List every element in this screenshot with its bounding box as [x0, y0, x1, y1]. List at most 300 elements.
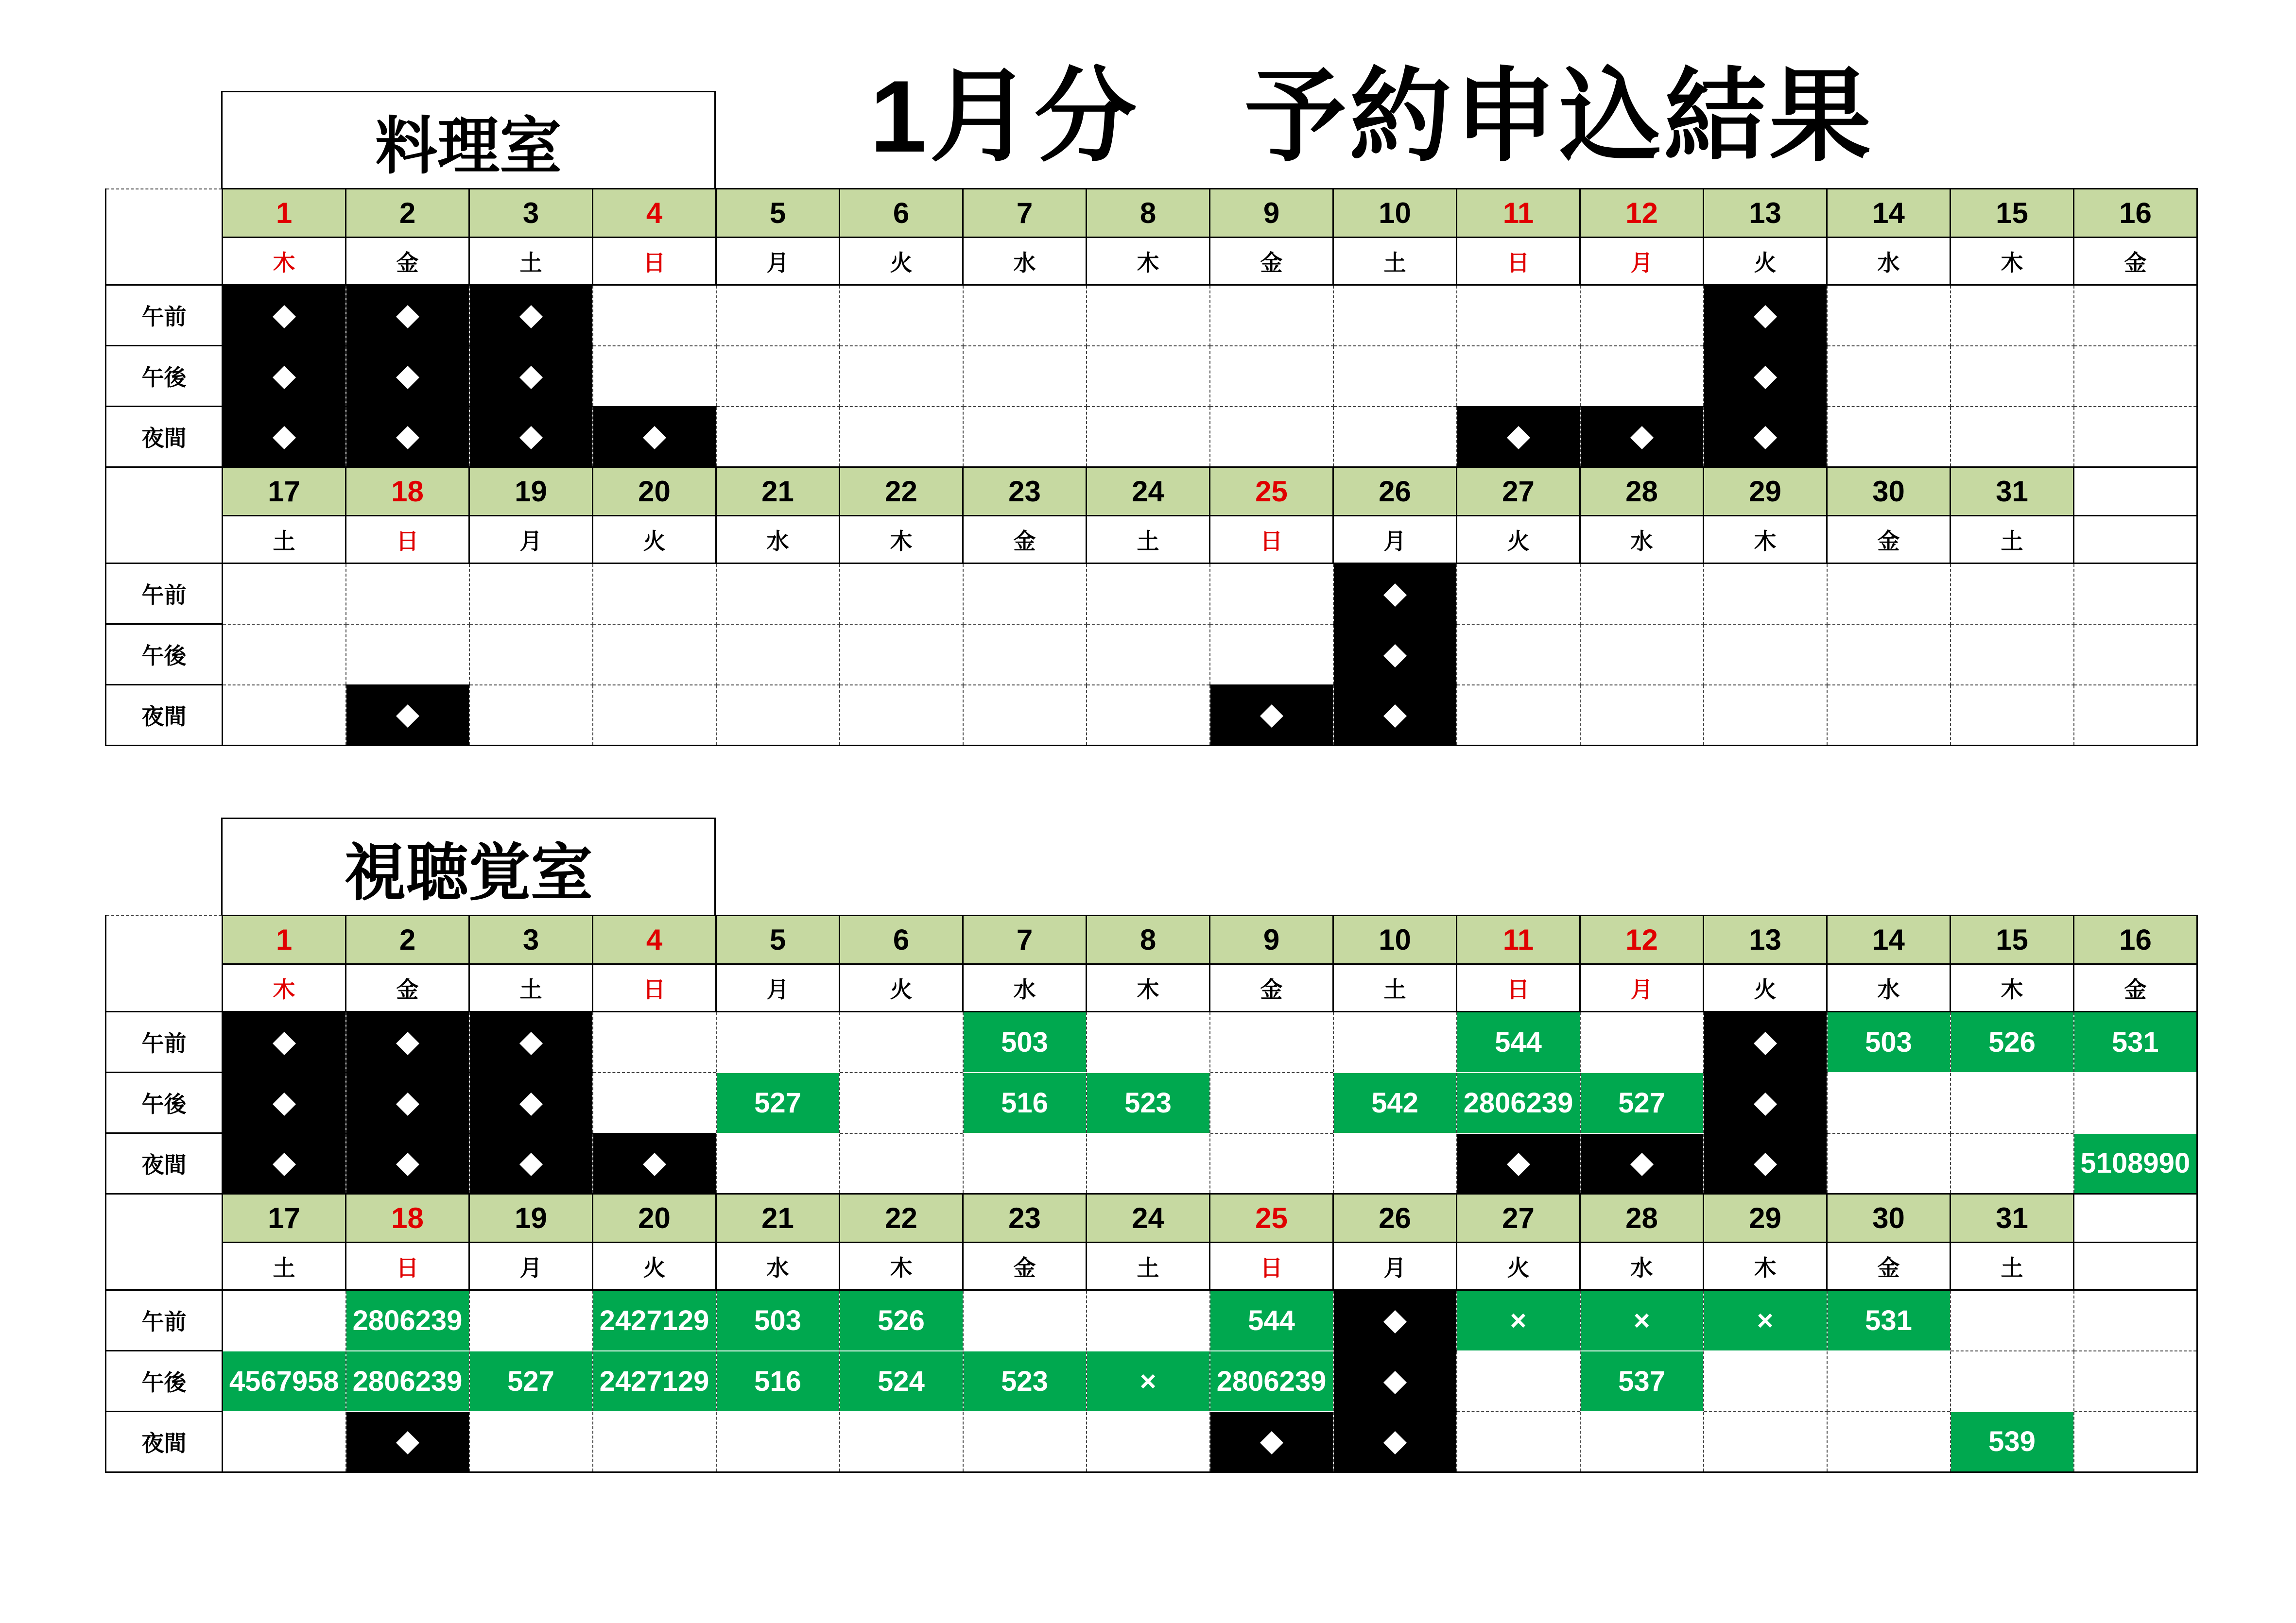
empty-cell — [716, 1133, 840, 1194]
reservation-cell — [223, 1351, 346, 1412]
empty-cell — [1333, 1012, 1457, 1073]
empty-cell — [1087, 1412, 1210, 1472]
reservation-cell — [593, 1351, 716, 1412]
empty-cell — [840, 285, 963, 346]
empty-cell — [1333, 1133, 1457, 1194]
empty-cell — [1210, 624, 1333, 685]
weekday-cell — [2074, 516, 2197, 564]
date-cell: 1 — [223, 189, 346, 238]
weekday-cell: 土 — [1087, 516, 1210, 564]
weekday-cell: 日 — [593, 238, 716, 285]
diamond-icon — [1506, 426, 1530, 449]
weekday-cell: 金 — [346, 964, 469, 1012]
reservation-number: 544 — [1248, 1304, 1295, 1336]
reservation-number: 526 — [1988, 1026, 2036, 1058]
closed-cell — [1704, 1012, 1827, 1073]
closed-cell — [1333, 1412, 1457, 1472]
empty-cell — [1827, 1412, 1951, 1472]
date-cell: 23 — [963, 467, 1087, 516]
empty-cell — [963, 1290, 1087, 1351]
reservation-number: 523 — [1124, 1087, 1172, 1119]
closed-cell — [1580, 1133, 1704, 1194]
weekday-cell: 木 — [1951, 964, 2074, 1012]
empty-cell — [1827, 346, 1951, 407]
empty-cell — [963, 624, 1087, 685]
reservation-number: 2806239 — [352, 1365, 463, 1397]
empty-cell — [1951, 685, 2074, 746]
empty-cell — [1827, 285, 1951, 346]
diamond-icon — [1630, 1153, 1653, 1176]
date-cell: 16 — [2074, 916, 2197, 964]
weekday-cell: 木 — [1951, 238, 2074, 285]
empty-cell — [1457, 685, 1580, 746]
empty-cell — [963, 346, 1087, 407]
closed-cell — [469, 1133, 593, 1194]
reservation-number: 2427129 — [599, 1304, 709, 1336]
weekday-cell: 木 — [1704, 516, 1827, 564]
empty-cell — [2074, 685, 2197, 746]
weekday-cell: 日 — [346, 1243, 469, 1290]
weekday-cell: 土 — [1951, 516, 2074, 564]
date-cell: 21 — [716, 1194, 840, 1243]
empty-cell — [1333, 407, 1457, 467]
closed-cell — [346, 1133, 469, 1194]
empty-cell — [2074, 285, 2197, 346]
empty-cell — [1087, 624, 1210, 685]
reservation-number: × — [1757, 1304, 1774, 1336]
diamond-icon — [396, 1431, 419, 1454]
reservation-number: 516 — [754, 1365, 801, 1397]
schedule-grid-cooking — [105, 188, 2198, 746]
empty-cell — [593, 1073, 716, 1133]
diamond-icon — [1383, 644, 1406, 667]
empty-cell — [1580, 624, 1704, 685]
empty-cell — [1580, 285, 1704, 346]
closed-cell — [1704, 285, 1827, 346]
slot-label: 夜間 — [106, 407, 223, 467]
empty-cell — [469, 1290, 593, 1351]
empty-cell — [716, 1412, 840, 1472]
diamond-icon — [273, 1153, 296, 1176]
weekday-cell: 金 — [1210, 238, 1333, 285]
date-cell: 19 — [469, 467, 593, 516]
empty-cell — [1704, 1351, 1827, 1412]
date-cell: 2 — [346, 916, 469, 964]
diamond-icon — [1383, 1310, 1406, 1333]
weekday-cell: 金 — [963, 1243, 1087, 1290]
empty-cell — [593, 1012, 716, 1073]
diamond-icon — [519, 1032, 542, 1055]
closed-cell — [1704, 1073, 1827, 1133]
empty-cell — [2074, 1073, 2197, 1133]
weekday-cell: 日 — [1210, 1243, 1333, 1290]
weekday-cell: 金 — [1210, 964, 1333, 1012]
empty-cell — [223, 685, 346, 746]
empty-cell — [469, 1412, 593, 1472]
closed-cell — [1333, 624, 1457, 685]
date-cell: 20 — [593, 1194, 716, 1243]
date-cell — [2074, 467, 2197, 516]
slot-label: 夜間 — [106, 685, 223, 746]
date-cell: 2 — [346, 189, 469, 238]
date-cell — [2074, 1194, 2197, 1243]
empty-cell — [1087, 1290, 1210, 1351]
reservation-number: 524 — [878, 1365, 925, 1397]
empty-cell — [2074, 346, 2197, 407]
reservation-number: 2806239 — [1216, 1365, 1327, 1397]
weekday-cell: 土 — [1951, 1243, 2074, 1290]
reservation-cell — [593, 1290, 716, 1351]
diamond-icon — [273, 365, 296, 389]
slot-label: 午後 — [106, 346, 223, 407]
empty-cell — [716, 624, 840, 685]
closed-cell — [469, 285, 593, 346]
reservation-number: 2427129 — [599, 1365, 709, 1397]
weekday-cell: 水 — [963, 238, 1087, 285]
empty-cell — [963, 1133, 1087, 1194]
empty-cell — [963, 407, 1087, 467]
closed-cell — [1457, 407, 1580, 467]
weekday-cell: 金 — [2074, 964, 2197, 1012]
empty-cell — [1951, 285, 2074, 346]
reservation-cell — [840, 1351, 963, 1412]
date-cell: 25 — [1210, 467, 1333, 516]
date-cell: 24 — [1087, 1194, 1210, 1243]
reservation-number: 526 — [878, 1304, 925, 1336]
closed-cell — [593, 1133, 716, 1194]
empty-cell — [963, 1412, 1087, 1472]
closed-cell — [223, 1133, 346, 1194]
reservation-number: 537 — [1618, 1365, 1665, 1397]
empty-cell — [840, 624, 963, 685]
reservation-cell — [1827, 1290, 1951, 1351]
empty-cell — [223, 1290, 346, 1351]
closed-cell — [346, 685, 469, 746]
weekday-cell: 月 — [1333, 516, 1457, 564]
diamond-icon — [396, 426, 419, 449]
empty-cell — [1087, 564, 1210, 624]
empty-cell — [1457, 1412, 1580, 1472]
date-cell: 31 — [1951, 467, 2074, 516]
reservation-cell — [1704, 1290, 1827, 1351]
schedule-grid-av — [105, 915, 2198, 1473]
reservation-cell — [1580, 1290, 1704, 1351]
closed-cell — [469, 1073, 593, 1133]
date-cell: 1 — [223, 916, 346, 964]
date-cell: 6 — [840, 189, 963, 238]
empty-cell — [1333, 346, 1457, 407]
date-cell: 12 — [1580, 916, 1704, 964]
empty-cell — [840, 346, 963, 407]
empty-cell — [593, 685, 716, 746]
empty-cell — [469, 685, 593, 746]
empty-cell — [469, 624, 593, 685]
empty-cell — [1457, 624, 1580, 685]
reservation-cell — [1457, 1012, 1580, 1073]
weekday-cell: 月 — [1333, 1243, 1457, 1290]
empty-cell — [2074, 624, 2197, 685]
reservation-number: 542 — [1371, 1087, 1418, 1119]
weekday-cell: 月 — [469, 1243, 593, 1290]
date-cell: 11 — [1457, 916, 1580, 964]
empty-cell — [716, 564, 840, 624]
weekday-cell: 金 — [2074, 238, 2197, 285]
date-cell: 20 — [593, 467, 716, 516]
date-cell: 7 — [963, 189, 1087, 238]
reservation-number: 539 — [1988, 1426, 2036, 1458]
closed-cell — [223, 1012, 346, 1073]
diamond-icon — [273, 1032, 296, 1055]
weekday-cell: 日 — [1210, 516, 1333, 564]
date-cell: 18 — [346, 467, 469, 516]
closed-cell — [223, 1073, 346, 1133]
reservation-cell — [1087, 1351, 1210, 1412]
empty-cell — [223, 1412, 346, 1472]
date-cell: 6 — [840, 916, 963, 964]
diamond-icon — [642, 1153, 666, 1176]
empty-cell — [1580, 564, 1704, 624]
slot-label: 夜間 — [106, 1412, 223, 1472]
slot-label: 午前 — [106, 564, 223, 624]
reservation-cell — [1210, 1290, 1333, 1351]
empty-cell — [1580, 685, 1704, 746]
weekday-cell — [2074, 1243, 2197, 1290]
slot-label: 夜間 — [106, 1133, 223, 1194]
weekday-cell: 土 — [223, 1243, 346, 1290]
diamond-icon — [396, 305, 419, 328]
date-cell: 27 — [1457, 467, 1580, 516]
empty-cell — [1827, 1133, 1951, 1194]
reservation-number: 516 — [1001, 1087, 1048, 1119]
empty-cell — [1210, 407, 1333, 467]
reservation-cell — [2074, 1133, 2197, 1194]
date-cell: 8 — [1087, 189, 1210, 238]
empty-cell — [716, 346, 840, 407]
closed-cell — [223, 285, 346, 346]
weekday-cell: 木 — [223, 238, 346, 285]
reservation-cell — [716, 1290, 840, 1351]
reservation-cell — [716, 1351, 840, 1412]
empty-cell — [963, 685, 1087, 746]
weekday-cell: 水 — [1827, 964, 1951, 1012]
weekday-cell: 土 — [223, 516, 346, 564]
weekday-cell: 火 — [593, 1243, 716, 1290]
empty-cell — [1210, 346, 1333, 407]
reservation-cell — [1951, 1012, 2074, 1073]
reservation-number: 527 — [754, 1087, 801, 1119]
slot-label: 午後 — [106, 624, 223, 685]
date-cell: 3 — [469, 916, 593, 964]
closed-cell — [1704, 346, 1827, 407]
diamond-icon — [1753, 1032, 1777, 1055]
date-cell: 5 — [716, 189, 840, 238]
date-cell: 26 — [1333, 1194, 1457, 1243]
empty-cell — [1333, 285, 1457, 346]
reservation-cell — [469, 1351, 593, 1412]
empty-cell — [593, 1412, 716, 1472]
diamond-icon — [396, 1092, 419, 1115]
date-cell: 30 — [1827, 1194, 1951, 1243]
empty-cell — [469, 564, 593, 624]
weekday-cell: 火 — [593, 516, 716, 564]
empty-cell — [1087, 1133, 1210, 1194]
slot-label: 午前 — [106, 1012, 223, 1073]
empty-cell — [1951, 1290, 2074, 1351]
date-cell: 13 — [1704, 189, 1827, 238]
reservation-number: 544 — [1495, 1026, 1542, 1058]
date-cell: 14 — [1827, 916, 1951, 964]
room-title-cooking: 料理室 — [221, 91, 716, 189]
date-cell: 22 — [840, 1194, 963, 1243]
diamond-icon — [1753, 426, 1777, 449]
empty-cell — [346, 564, 469, 624]
reservation-cell — [1210, 1351, 1333, 1412]
empty-cell — [716, 285, 840, 346]
date-cell: 21 — [716, 467, 840, 516]
reservation-cell — [963, 1012, 1087, 1073]
diamond-icon — [1506, 1153, 1530, 1176]
weekday-cell: 金 — [346, 238, 469, 285]
empty-cell — [1827, 685, 1951, 746]
date-cell: 27 — [1457, 1194, 1580, 1243]
empty-cell — [1580, 1412, 1704, 1472]
weekday-cell: 土 — [1333, 238, 1457, 285]
weekday-cell: 水 — [716, 516, 840, 564]
date-cell: 17 — [223, 467, 346, 516]
closed-cell — [346, 1012, 469, 1073]
weekday-cell: 水 — [963, 964, 1087, 1012]
empty-cell — [1210, 285, 1333, 346]
diamond-icon — [1383, 1370, 1406, 1394]
empty-cell — [593, 346, 716, 407]
diamond-icon — [519, 1092, 542, 1115]
diamond-icon — [273, 305, 296, 328]
weekday-cell: 金 — [1827, 516, 1951, 564]
empty-cell — [346, 624, 469, 685]
reservation-cell — [1457, 1073, 1580, 1133]
week-label-spacer — [106, 467, 223, 564]
empty-cell — [840, 564, 963, 624]
weekday-cell: 木 — [1704, 1243, 1827, 1290]
weekday-cell: 月 — [469, 516, 593, 564]
reservation-number: 2806239 — [1463, 1087, 1573, 1119]
date-cell: 26 — [1333, 467, 1457, 516]
weekday-cell: 火 — [1457, 516, 1580, 564]
closed-cell — [1210, 1412, 1333, 1472]
reservation-number: × — [1139, 1365, 1157, 1397]
reservation-number: 527 — [1618, 1087, 1665, 1119]
reservation-cell — [1457, 1290, 1580, 1351]
diamond-icon — [519, 426, 542, 449]
date-cell: 31 — [1951, 1194, 2074, 1243]
closed-cell — [223, 407, 346, 467]
reservation-cell — [963, 1351, 1087, 1412]
reservation-cell — [346, 1290, 469, 1351]
weekday-cell: 月 — [1580, 238, 1704, 285]
weekday-cell: 火 — [1704, 238, 1827, 285]
date-cell: 16 — [2074, 189, 2197, 238]
reservation-number: × — [1633, 1304, 1650, 1336]
empty-cell — [840, 1012, 963, 1073]
closed-cell — [1210, 685, 1333, 746]
reservation-cell — [1087, 1073, 1210, 1133]
empty-cell — [1951, 624, 2074, 685]
weekday-cell: 火 — [840, 964, 963, 1012]
empty-cell — [716, 685, 840, 746]
date-cell: 11 — [1457, 189, 1580, 238]
empty-cell — [1951, 1351, 2074, 1412]
empty-cell — [1951, 346, 2074, 407]
date-cell: 9 — [1210, 916, 1333, 964]
reservation-number: 4567958 — [229, 1365, 339, 1397]
weekday-cell: 木 — [840, 516, 963, 564]
date-cell: 25 — [1210, 1194, 1333, 1243]
empty-cell — [1087, 407, 1210, 467]
weekday-cell: 土 — [1333, 964, 1457, 1012]
empty-cell — [716, 1012, 840, 1073]
weekday-cell: 日 — [593, 964, 716, 1012]
empty-cell — [1704, 564, 1827, 624]
slot-label: 午後 — [106, 1073, 223, 1133]
diamond-icon — [396, 365, 419, 389]
date-cell: 14 — [1827, 189, 1951, 238]
date-cell: 12 — [1580, 189, 1704, 238]
diamond-icon — [1260, 1431, 1283, 1454]
reservation-number: 531 — [1865, 1304, 1912, 1336]
empty-cell — [1951, 564, 2074, 624]
date-cell: 4 — [593, 189, 716, 238]
reservation-cell — [1580, 1073, 1704, 1133]
weekday-cell: 金 — [1827, 1243, 1951, 1290]
empty-cell — [1087, 685, 1210, 746]
week-label-spacer — [106, 1194, 223, 1290]
weekday-cell: 日 — [346, 516, 469, 564]
closed-cell — [1457, 1133, 1580, 1194]
date-cell: 4 — [593, 916, 716, 964]
slot-label: 午後 — [106, 1351, 223, 1412]
empty-cell — [1951, 407, 2074, 467]
empty-cell — [1951, 1133, 2074, 1194]
diamond-icon — [273, 1092, 296, 1115]
date-cell: 23 — [963, 1194, 1087, 1243]
weekday-cell: 土 — [1087, 1243, 1210, 1290]
diamond-icon — [642, 426, 666, 449]
date-cell: 19 — [469, 1194, 593, 1243]
empty-cell — [1087, 285, 1210, 346]
reservation-cell — [1827, 1012, 1951, 1073]
date-cell: 28 — [1580, 467, 1704, 516]
date-cell: 30 — [1827, 467, 1951, 516]
diamond-icon — [1383, 583, 1406, 607]
closed-cell — [469, 346, 593, 407]
date-cell: 10 — [1333, 189, 1457, 238]
reservation-number: 5108990 — [2080, 1147, 2191, 1179]
slot-label: 午前 — [106, 1290, 223, 1351]
date-cell: 22 — [840, 467, 963, 516]
closed-cell — [346, 346, 469, 407]
date-cell: 15 — [1951, 189, 2074, 238]
reservation-number: 503 — [754, 1304, 801, 1336]
weekday-cell: 土 — [469, 238, 593, 285]
date-cell: 13 — [1704, 916, 1827, 964]
empty-cell — [593, 285, 716, 346]
diamond-icon — [519, 305, 542, 328]
diamond-icon — [1753, 365, 1777, 389]
date-cell: 8 — [1087, 916, 1210, 964]
week-label-spacer — [106, 189, 223, 285]
empty-cell — [1210, 564, 1333, 624]
date-cell: 24 — [1087, 467, 1210, 516]
